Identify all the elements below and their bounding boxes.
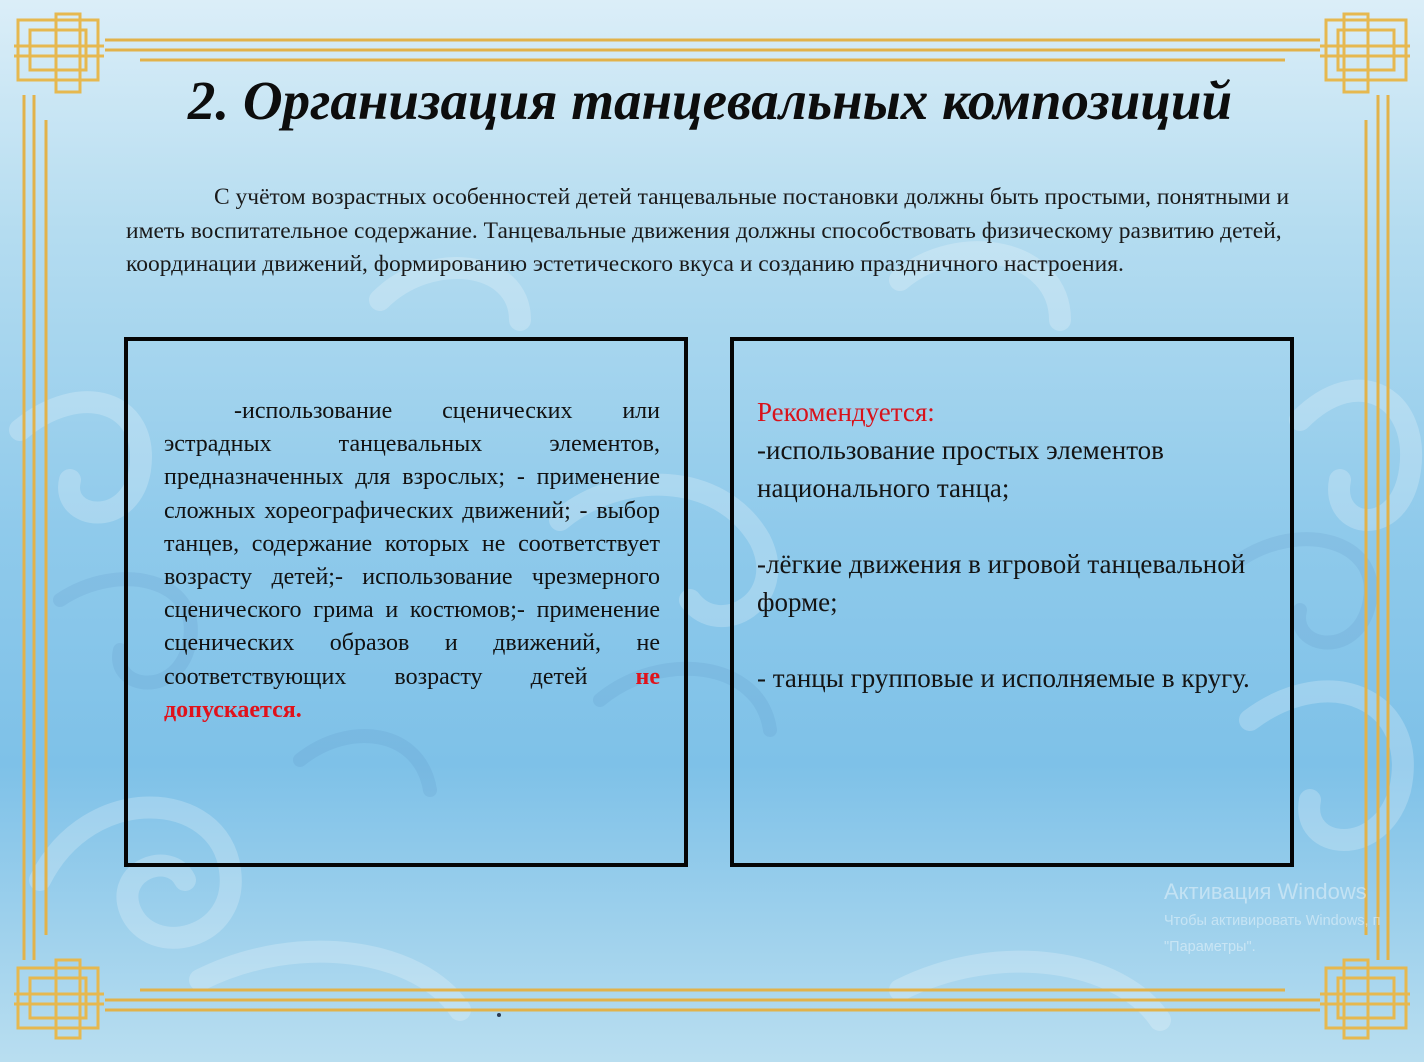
not-allowed-panel [124,337,688,867]
bottom-dot [497,1013,501,1017]
not-allowed-list: -использование сценических или эстрадных танцевальных элементов, предназначенных для взрослых; - применение сложных хореографических движений; - выбор танцев, содержание которых не соответствует возрасту детей;- использование чрезмерного сценического грима и костюмов;- применение сценических образов и движений, не соответствующих возрасту детей [164,398,660,690]
not-allowed-warning: не допускается. [164,663,660,723]
not-allowed-text [164,395,660,727]
recommended-item: -лёгкие движения в игровой танцевальной форме; [757,549,1246,617]
watermark-line: "Параметры". [1164,939,1256,955]
windows-activation-watermark [1164,876,1424,960]
slide-title: 2. Организация танцевальных композиций [187,70,1233,131]
recommended-text [757,393,1277,697]
watermark-title: Активация Windows [1164,879,1367,904]
recommended-item: -использование простых элементов национального танца; [757,435,1164,503]
intro-paragraph: С учётом возрастных особенностей детей танцевальные постановки должны быть простыми, понятными и иметь воспитательное содержание. Танцевальные движения должны способствовать физическому развитию детей, координации движений, формированию эстетического вкуса и созданию праздничного настроения. [126,184,1290,277]
spacer [757,507,1277,545]
recommended-panel [730,337,1294,867]
recommended-heading: Рекомендуется: [757,397,935,427]
watermark-line: Чтобы активировать Windows, п [1164,913,1381,929]
recommended-item: - танцы групповые и исполняемые в кругу. [757,663,1250,693]
spacer [757,621,1277,659]
